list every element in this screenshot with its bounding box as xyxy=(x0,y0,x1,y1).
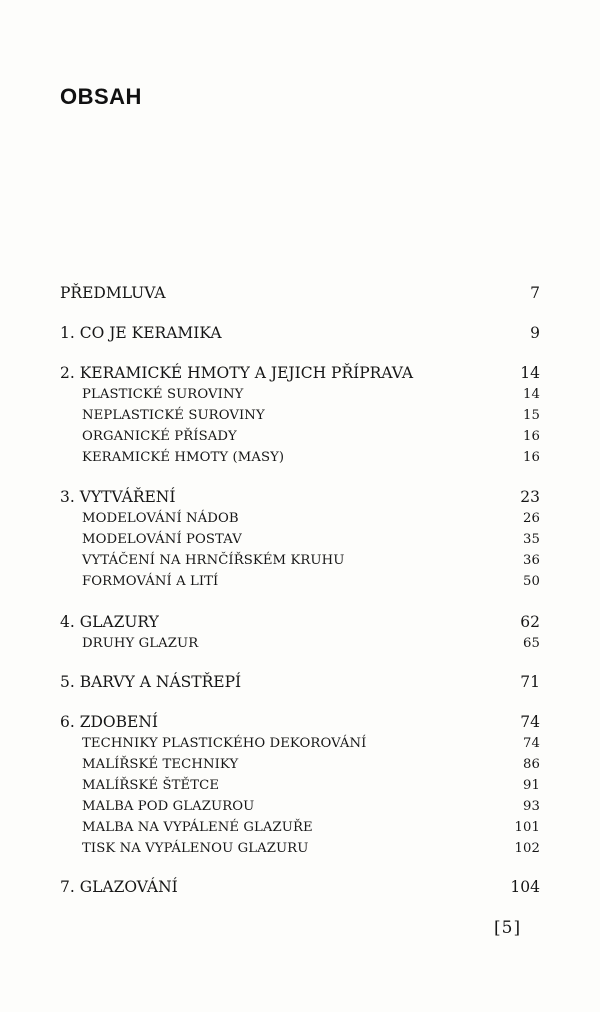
toc-entry-page: 9 xyxy=(530,324,540,342)
toc-main-line xyxy=(60,322,540,344)
toc-entry xyxy=(60,611,540,654)
toc-sub-line xyxy=(60,838,540,859)
toc-subentry-page: 50 xyxy=(523,574,540,589)
toc-subentry-page: 65 xyxy=(523,636,540,651)
toc-subentry-title: TISK NA VYPÁLENOU GLAZURU xyxy=(82,841,309,856)
toc-subentry-page: 86 xyxy=(523,757,540,772)
toc-subentry-title: MALÍŘSKÉ ŠTĚTCE xyxy=(82,778,220,793)
toc-sub-line xyxy=(60,426,540,447)
toc-main-line xyxy=(60,282,540,304)
toc-sub-line xyxy=(60,405,540,426)
toc-sub-line xyxy=(60,754,540,775)
toc-entry-title: 6. ZDOBENÍ xyxy=(60,713,159,731)
toc-subentry-title: MALBA NA VYPÁLENÉ GLAZUŘE xyxy=(82,820,313,835)
toc-sub-line xyxy=(60,384,540,405)
toc-subentry-title: MALBA POD GLAZUROU xyxy=(82,799,255,814)
toc-entry-title: 4. GLAZURY xyxy=(60,613,159,631)
toc-entry xyxy=(60,486,540,592)
toc-sub-line xyxy=(60,633,540,654)
toc-entry-page: 62 xyxy=(520,613,540,631)
toc-subentry-title: MODELOVÁNÍ NÁDOB xyxy=(82,511,239,526)
toc-entry xyxy=(60,322,540,344)
toc-subentry-title: TECHNIKY PLASTICKÉHO DEKOROVÁNÍ xyxy=(82,736,367,751)
toc-subentry-title: DRUHY GLAZUR xyxy=(82,636,199,651)
toc-entry xyxy=(60,362,540,468)
toc-subentry-title: ORGANICKÉ PŘÍSADY xyxy=(82,429,237,444)
toc-entry xyxy=(60,876,540,898)
toc-sub-line xyxy=(60,733,540,754)
toc-subentry-page: 101 xyxy=(514,820,540,835)
toc-subentry-page: 26 xyxy=(523,511,540,526)
toc-subentry-title: MALÍŘSKÉ TECHNIKY xyxy=(82,757,239,772)
toc-main-line xyxy=(60,671,540,693)
toc-sub-line xyxy=(60,508,540,529)
toc-main-line xyxy=(60,611,540,633)
toc-subentry-page: 35 xyxy=(523,532,540,547)
toc-sub-line xyxy=(60,447,540,468)
toc-entry-page: 74 xyxy=(520,713,540,731)
toc-sub-line xyxy=(60,817,540,838)
toc-subentry-page: 15 xyxy=(523,408,540,423)
toc-entry xyxy=(60,711,540,859)
table-of-contents xyxy=(60,282,540,898)
toc-subentry-page: 93 xyxy=(523,799,540,814)
toc-subentry-page: 16 xyxy=(523,450,540,465)
toc-subentry-title: MODELOVÁNÍ POSTAV xyxy=(82,532,242,547)
toc-sub-line xyxy=(60,775,540,796)
toc-entry-title: 7. GLAZOVÁNÍ xyxy=(60,878,178,896)
toc-subentry-page: 14 xyxy=(523,387,540,402)
toc-entry-page: 14 xyxy=(520,364,540,382)
toc-sub-line xyxy=(60,796,540,817)
toc-main-line xyxy=(60,876,540,898)
toc-subentry-page: 102 xyxy=(514,841,540,856)
toc-subentry-title: VYTÁČENÍ NA HRNČÍŘSKÉM KRUHU xyxy=(82,553,345,568)
toc-entry-title: 5. BARVY A NÁSTŘEPÍ xyxy=(60,673,242,691)
toc-sub-line xyxy=(60,571,540,592)
toc-subentry-title: PLASTICKÉ SUROVINY xyxy=(82,387,244,402)
toc-entry xyxy=(60,282,540,304)
toc-entry-title: 2. KERAMICKÉ HMOTY A JEJICH PŘÍPRAVA xyxy=(60,364,414,382)
toc-main-line xyxy=(60,711,540,733)
toc-subentry-page: 36 xyxy=(523,553,540,568)
toc-sub-line xyxy=(60,529,540,550)
toc-entry-title: PŘEDMLUVA xyxy=(60,284,166,302)
toc-entry-title: 3. VYTVÁŘENÍ xyxy=(60,488,176,506)
toc-entry-page: 23 xyxy=(520,488,540,506)
toc-entry xyxy=(60,671,540,693)
toc-entry-page: 7 xyxy=(530,284,540,302)
toc-entry-title: 1. CO JE KERAMIKA xyxy=(60,324,222,342)
toc-sub-line xyxy=(60,550,540,571)
toc-subentry-page: 91 xyxy=(523,778,540,793)
toc-subentry-page: 74 xyxy=(523,736,540,751)
toc-entry-page: 71 xyxy=(520,673,540,691)
toc-entry-page: 104 xyxy=(510,878,540,896)
toc-main-line xyxy=(60,486,540,508)
page-number: [5] xyxy=(494,918,522,938)
toc-subentry-title: FORMOVÁNÍ A LITÍ xyxy=(82,574,219,589)
page-title: OBSAH xyxy=(60,84,142,109)
toc-subentry-page: 16 xyxy=(523,429,540,444)
toc-main-line xyxy=(60,362,540,384)
toc-subentry-title: KERAMICKÉ HMOTY (MASY) xyxy=(82,450,285,465)
toc-subentry-title: NEPLASTICKÉ SUROVINY xyxy=(82,408,265,423)
